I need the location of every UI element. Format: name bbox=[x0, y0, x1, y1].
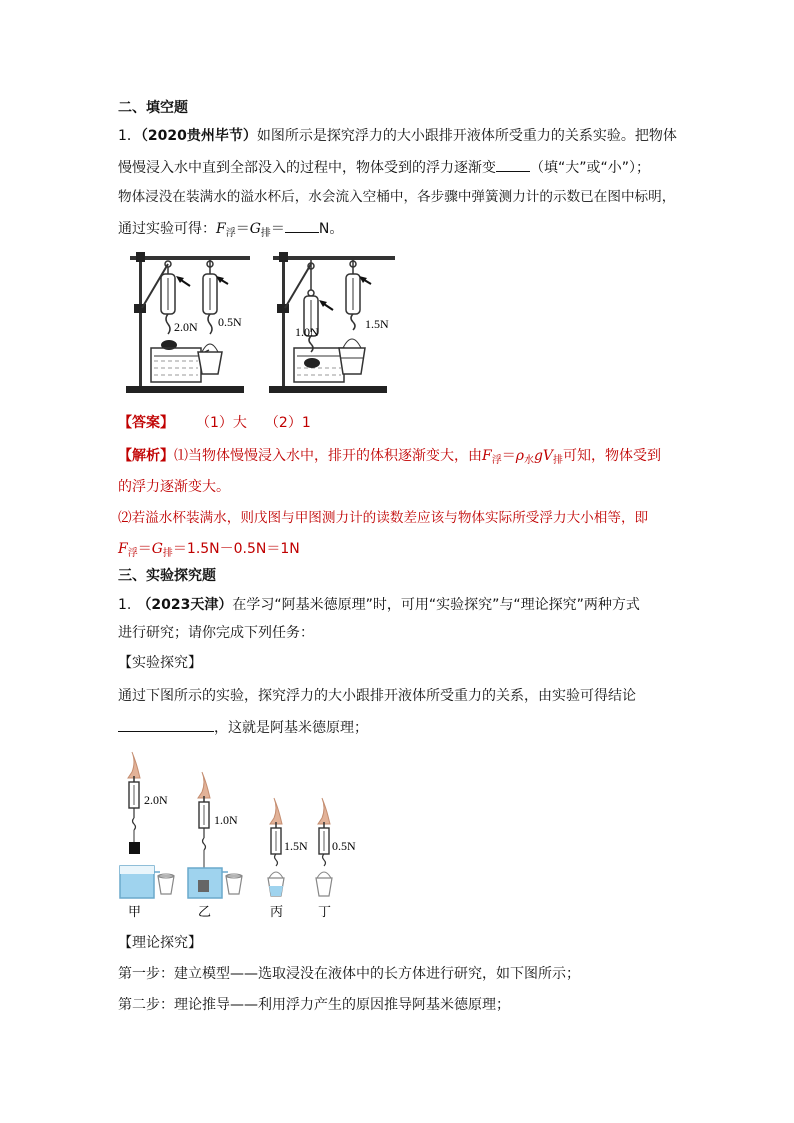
reading-label: 1.5N bbox=[284, 839, 308, 853]
section-label-experiment: 【实验探究】 bbox=[118, 655, 202, 671]
question-line: 通过实验可得：$F_浮=G_排= N$。 bbox=[118, 218, 343, 244]
apparatus-left bbox=[126, 252, 250, 393]
step-jia bbox=[120, 752, 174, 919]
apparatus-right bbox=[269, 252, 395, 393]
block bbox=[198, 880, 209, 892]
hand-icon bbox=[270, 798, 282, 824]
analysis-line: ⑵若溢水杯装满水，则戊图与甲图测力计的读数差应该与物体实际所受浮力大小相等，即 bbox=[118, 510, 649, 526]
stand-rod bbox=[282, 258, 285, 386]
hand-icon bbox=[318, 798, 330, 824]
section-label-theory: 【理论探究】 bbox=[118, 935, 202, 951]
question-line: 物体浸没在装满水的溢水杯后，水会流入空桶中，各步骤中弹簧测力计的示数已在图中标明， bbox=[118, 189, 676, 205]
answer-label: 【答案】 bbox=[118, 415, 174, 431]
step-label: 甲 bbox=[128, 904, 142, 919]
hand-icon bbox=[198, 772, 210, 798]
answer-blank[interactable] bbox=[285, 218, 319, 233]
overflow-cup bbox=[151, 348, 201, 382]
cross-bar bbox=[130, 256, 250, 260]
answer-blank[interactable] bbox=[118, 717, 214, 732]
bucket bbox=[339, 348, 365, 374]
reading-label: 2.0N bbox=[144, 793, 168, 807]
analysis-label: 【解析】 bbox=[118, 448, 174, 464]
cross-bar bbox=[273, 256, 395, 260]
step-label: 乙 bbox=[198, 904, 212, 919]
answer-blank[interactable] bbox=[496, 157, 530, 172]
step-label: 丙 bbox=[270, 904, 284, 919]
question-line: 进行研究；请你完成下列任务： bbox=[118, 625, 314, 641]
bucket bbox=[158, 876, 174, 894]
section-heading-fill-in: 二、填空题 bbox=[118, 100, 188, 116]
theory-step: 第二步：理论推导——利用浮力产生的原因推导阿基米德原理； bbox=[118, 997, 510, 1013]
question-line: 通过下图所示的实验，探究浮力的大小跟排开液体所受重力的关系，由实验可得结论 bbox=[118, 688, 636, 704]
stand-rod bbox=[139, 258, 142, 386]
reading-label: 0.5N bbox=[332, 839, 356, 853]
question-line: ，这就是阿基米德原理； bbox=[118, 717, 368, 738]
step-yi bbox=[188, 772, 242, 919]
bucket bbox=[316, 878, 332, 896]
block bbox=[129, 842, 140, 854]
base-plate bbox=[269, 386, 387, 393]
hand-icon bbox=[128, 752, 140, 778]
bucket bbox=[198, 352, 222, 374]
step-label: 丁 bbox=[318, 904, 332, 919]
archimedes-experiment-figure bbox=[118, 748, 378, 923]
step-ding bbox=[316, 798, 356, 919]
step-bing bbox=[268, 798, 308, 919]
analysis-line: $F_浮=G_排=1.5N-0.5N=1N$ bbox=[118, 541, 300, 559]
reading-label: 1.0N bbox=[214, 813, 238, 827]
reading-label: 2.0N bbox=[174, 320, 198, 334]
theory-step: 第一步：建立模型——选取浸没在液体中的长方体进行研究，如下图所示； bbox=[118, 966, 580, 982]
section-heading-experiment: 三、实验探究题 bbox=[118, 568, 216, 584]
analysis-line: 的浮力逐渐变大。 bbox=[118, 479, 230, 495]
object-stone bbox=[304, 358, 320, 368]
question-line: 1. （2023天津）在学习“阿基米德原理”时，可用“实验探究”与“理论探究”两种方式 bbox=[118, 597, 640, 613]
reading-label: 0.5N bbox=[218, 315, 242, 329]
bucket bbox=[226, 876, 242, 894]
base-plate bbox=[126, 386, 244, 393]
analysis-line: 【解析】⑴当物体慢慢浸入水中，排开的体积逐渐变大，由$F_浮=\rho_水gV_排$可知，物体受到 bbox=[118, 448, 662, 466]
answer-line: 【答案】 （1）大 （2）1 bbox=[118, 415, 311, 431]
buoyancy-apparatus-figure bbox=[118, 248, 408, 398]
reading-label: 1.5N bbox=[365, 317, 389, 331]
question-line: 慢慢浸入水中直到全部没入的过程中，物体受到的浮力逐渐变 （填“大”或“小”）； bbox=[118, 157, 650, 178]
question-line: 1．（2020贵州毕节）如图所示是探究浮力的大小跟排开液体所受重力的关系实验。把物体 bbox=[118, 128, 677, 144]
reading-label: 1.0N bbox=[295, 325, 319, 339]
